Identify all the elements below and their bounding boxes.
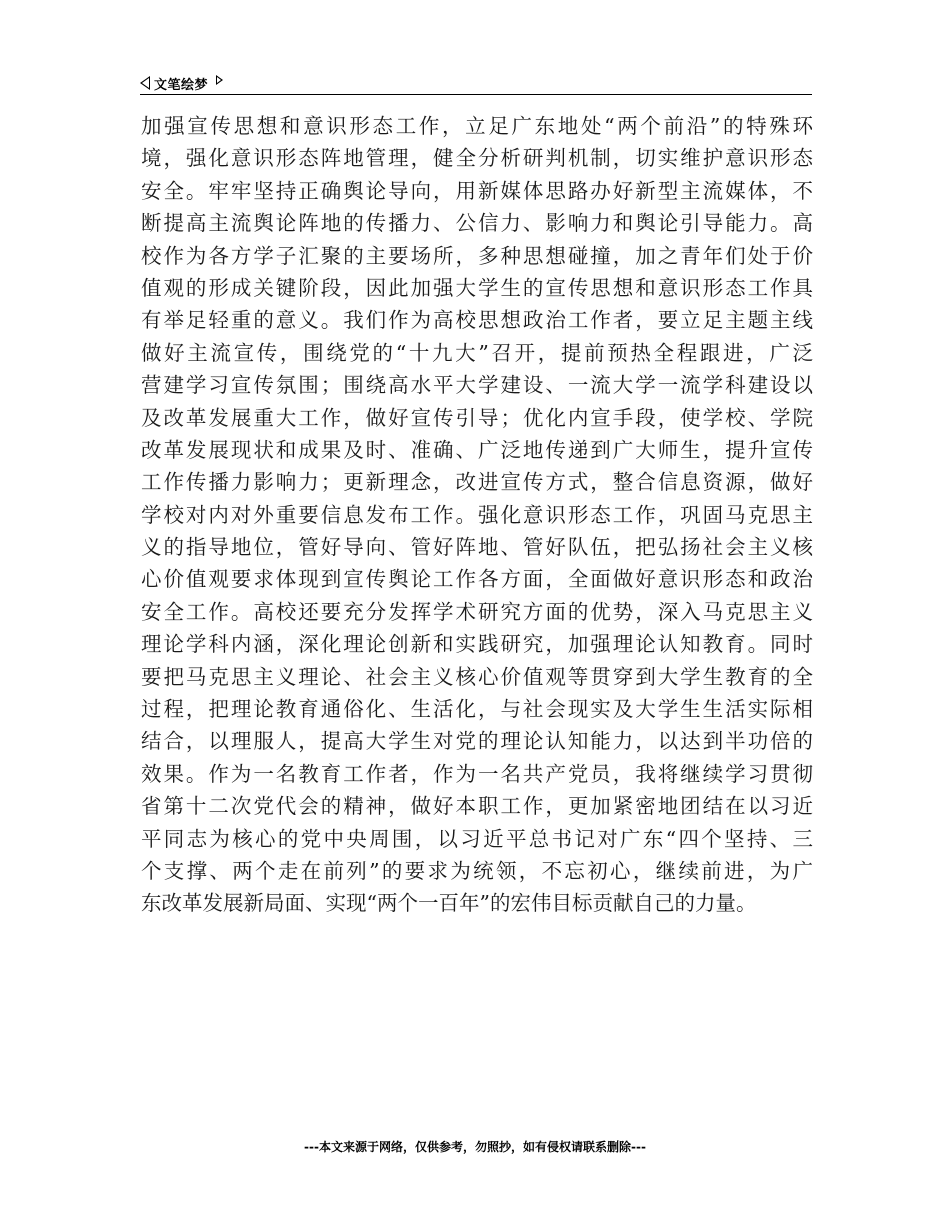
triangle-right-icon (216, 75, 223, 85)
text-line: 做好主流宣传，围绕党的“十九大”召开，提前预热全程跟进，广泛 (141, 340, 813, 365)
text-line: 效果。作为一名教育工作者，作为一名共产党员，我将继续学习贯彻 (141, 761, 813, 786)
text-line: 校作为各方学子汇聚的主要场所，多种思想碰撞，加之青年们处于价 (141, 243, 813, 268)
text-line: 工作传播力影响力；更新理念，改进宣传方式，整合信息资源，做好 (141, 470, 813, 495)
text-line: 安全工作。高校还要充分发挥学术研究方面的优势，深入马克思主义 (141, 599, 813, 624)
text-line: 省第十二次党代会的精神，做好本职工作，更加紧密地团结在以习近 (141, 794, 813, 819)
triangle-left-icon (140, 76, 150, 90)
text-line: 改革发展现状和成果及时、准确、广泛地传递到广大师生，提升宣传 (141, 437, 813, 462)
text-line: 营建学习宣传氛围；围绕高水平大学建设、一流大学一流学科建设以 (141, 373, 813, 398)
text-line: 理论学科内涵，深化理论创新和实践研究，加强理论认知教育。同时 (141, 632, 813, 657)
text-line: 断提高主流舆论阵地的传播力、公信力、影响力和舆论引导能力。高 (141, 211, 813, 236)
text-line: 义的指导地位，管好导向、管好阵地、管好队伍，把弘扬社会主义核 (141, 535, 813, 560)
text-line: 及改革发展重大工作，做好宣传引导；优化内宣手段，使学校、学院 (141, 405, 813, 430)
text-line: 过程，把理论教育通俗化、生活化，与社会现实及大学生生活实际相 (141, 697, 813, 722)
text-line: 东改革发展新局面、实现“两个一百年”的宏伟目标贡献自己的力量。 (141, 891, 757, 916)
text-line: 平同志为核心的党中央周围，以习近平总书记对广东“四个坚持、三 (141, 826, 813, 851)
text-line: 安全。牢牢坚持正确舆论导向，用新媒体思路办好新型主流媒体，不 (141, 178, 813, 203)
text-line: 学校对内对外重要信息发布工作。强化意识形态工作，巩固马克思主 (141, 502, 813, 527)
text-line: 有举足轻重的意义。我们作为高校思想政治工作者，要立足主题主线 (141, 308, 813, 333)
text-line: 值观的形成关键阶段，因此加强大学生的宣传思想和意识形态工作具 (141, 275, 813, 300)
header-title: 文笔绘梦 (154, 77, 209, 93)
text-line: 结合，以理服人，提高大学生对党的理论认知能力，以达到半功倍的 (141, 729, 813, 754)
text-line: 个支撑、两个走在前列”的要求为统领，不忘初心，继续前进，为广 (141, 858, 813, 883)
footer-notice: ---本文来源于网络，仅供参考，勿照抄，如有侵权请联系删除--- (304, 1140, 646, 1154)
text-line: 心价值观要求体现到宣传舆论工作各方面，全面做好意识形态和政治 (141, 567, 813, 592)
body-paragraph (141, 110, 813, 920)
text-line: 境，强化意识形态阵地管理，健全分析研判机制，切实维护意识形态 (141, 146, 813, 171)
page-header (140, 72, 812, 95)
text-line: 加强宣传思想和意识形态工作，立足广东地处“两个前沿”的特殊环 (141, 114, 813, 138)
text-line: 要把马克思主义理论、社会主义核心价值观等贯穿到大学生教育的全 (141, 664, 813, 689)
